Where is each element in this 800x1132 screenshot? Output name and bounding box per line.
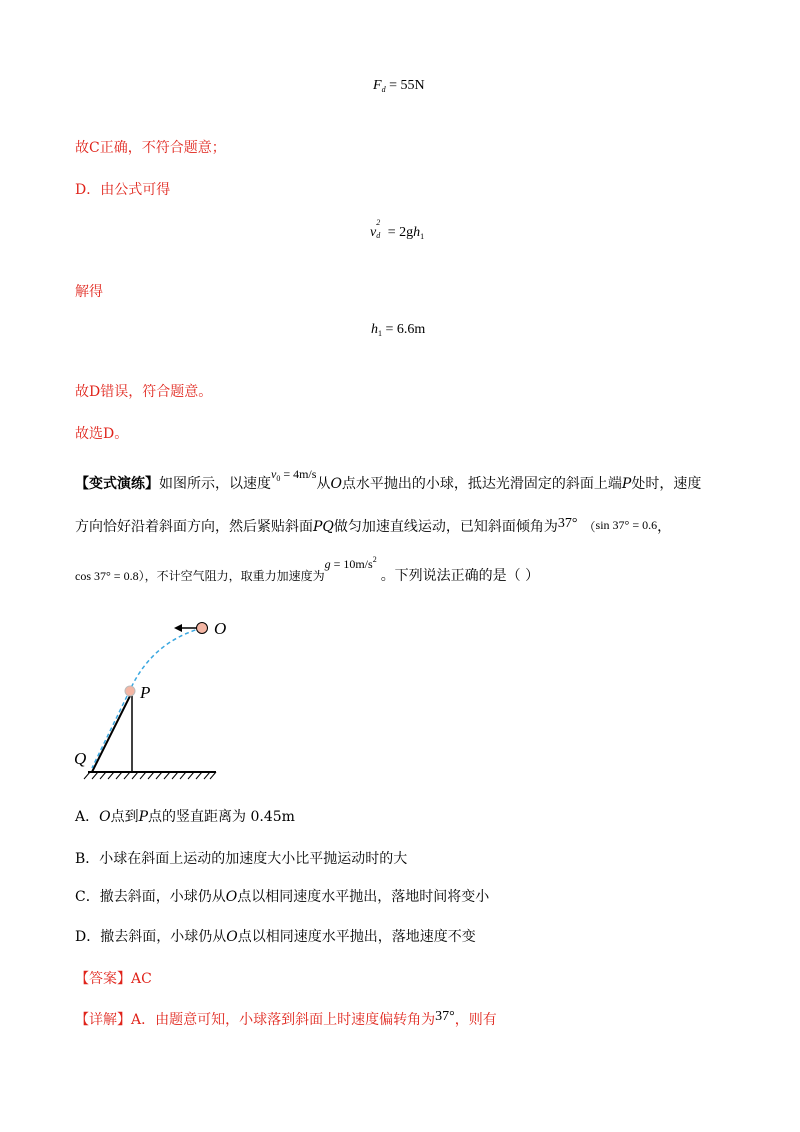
option-text: 点以相同速度水平抛出，落地时间将变小 (237, 889, 490, 905)
formula-sub: d (381, 85, 386, 94)
formula-rhs: = 4m/s (283, 467, 317, 481)
question-text: 点水平抛出的小球，抵达光滑固定的斜面上端 (341, 476, 622, 492)
detail-text: ，则有 (454, 1012, 497, 1028)
question-line-1 (75, 467, 702, 497)
ball-at-o (197, 623, 208, 634)
formula-var: g (324, 557, 331, 571)
g-formula (325, 557, 377, 571)
question-tag: 【变式演练】 (75, 476, 159, 492)
line-choose: 故选D。 (75, 426, 129, 442)
angle-value: 37° (557, 516, 578, 531)
question-text: 如图所示，以速度 (159, 476, 271, 492)
label-q: Q (74, 749, 87, 768)
line-d-wrong: 故D错误，符合题意。 (75, 384, 213, 400)
question-text: 。下列说法正确的是（ ） (380, 568, 540, 584)
formula-sup: 2 (376, 218, 381, 227)
point-o-ref: O (99, 809, 111, 825)
question-text: 做匀加速直线运动，已知斜面倾角为 (333, 519, 558, 535)
option-text: 点的竖直距离为 0.45m (148, 809, 295, 825)
line-d-intro: D．由公式可得 (75, 182, 171, 198)
option-a (75, 809, 295, 825)
arrow-head (174, 624, 182, 632)
point-o-ref: O (330, 476, 342, 492)
formula-var: F (373, 78, 382, 93)
formula-height (371, 322, 425, 338)
ball-at-p (125, 686, 135, 696)
formula-var: h (413, 225, 421, 240)
ground-hatch (84, 772, 216, 779)
label-p: P (140, 683, 151, 702)
option-text: 点以相同速度水平抛出，落地速度不变 (237, 929, 476, 945)
option-d (75, 929, 476, 945)
angle-value: 37° (435, 1009, 455, 1024)
formula-var: v (370, 225, 377, 240)
question-line-3 (75, 555, 540, 584)
incline-figure (70, 612, 250, 782)
answer-tag: 【答案】 (75, 971, 131, 987)
point-o-ref: O (225, 889, 238, 905)
answer-line (75, 971, 152, 987)
detail-line (75, 1009, 497, 1029)
line-solve: 解得 (75, 284, 103, 300)
formula-var: h (371, 322, 378, 337)
question-text: （ (583, 520, 596, 534)
cos-formula: cos 37° = 0.8 (75, 569, 139, 583)
formula-var: v (271, 467, 277, 481)
sin-formula: sin 37° = 0.6 (595, 518, 658, 532)
formula-rhs: = 10m/s (333, 557, 373, 571)
point-p-ref: P (138, 809, 149, 825)
formula-rhs: = 55N (389, 78, 425, 93)
question-text: ），不计空气阻力，取重力加速度为 (138, 569, 325, 583)
option-text: D．撤去斜面，小球仍从 (75, 929, 227, 945)
formula-sub: d (376, 231, 381, 240)
formula-sub: 0 (276, 474, 281, 483)
option-b: B．小球在斜面上运动的加速度大小比平抛运动时的大 (75, 851, 408, 867)
option-label: A． (75, 809, 100, 825)
question-text: 从 (316, 476, 331, 492)
line-c-correct: 故C正确，不符合题意； (75, 140, 226, 156)
option-c (75, 889, 489, 905)
point-o-ref: O (226, 929, 238, 945)
option-text: C．撤去斜面，小球仍从 (75, 889, 226, 905)
formula-rhs: = 6.6m (385, 322, 426, 337)
detail-tag: 【详解】 (75, 1012, 131, 1028)
formula-sub: 1 (420, 232, 425, 241)
label-o: O (214, 619, 227, 638)
question-line-2 (75, 516, 672, 536)
question-text: ， (657, 519, 672, 535)
option-text: 点到 (110, 809, 139, 825)
v0-formula (271, 467, 316, 481)
question-text: 处时，速度 (631, 476, 702, 492)
formula-rhs: = 2g (387, 225, 414, 240)
formula-force (373, 78, 425, 94)
question-text: 方向恰好沿着斜面方向，然后紧贴斜面 (75, 519, 313, 535)
detail-text: A．由题意可知，小球落到斜面上时速度偏转角为 (131, 1012, 436, 1028)
point-p-ref: P (621, 476, 632, 492)
answer-value: AC (131, 971, 152, 987)
incline-slope (92, 692, 132, 772)
formula-sup: 2 (372, 555, 377, 564)
formula-sub: 1 (378, 329, 382, 338)
slope-pq-ref: PQ (313, 519, 334, 535)
formula-velocity (370, 218, 425, 241)
